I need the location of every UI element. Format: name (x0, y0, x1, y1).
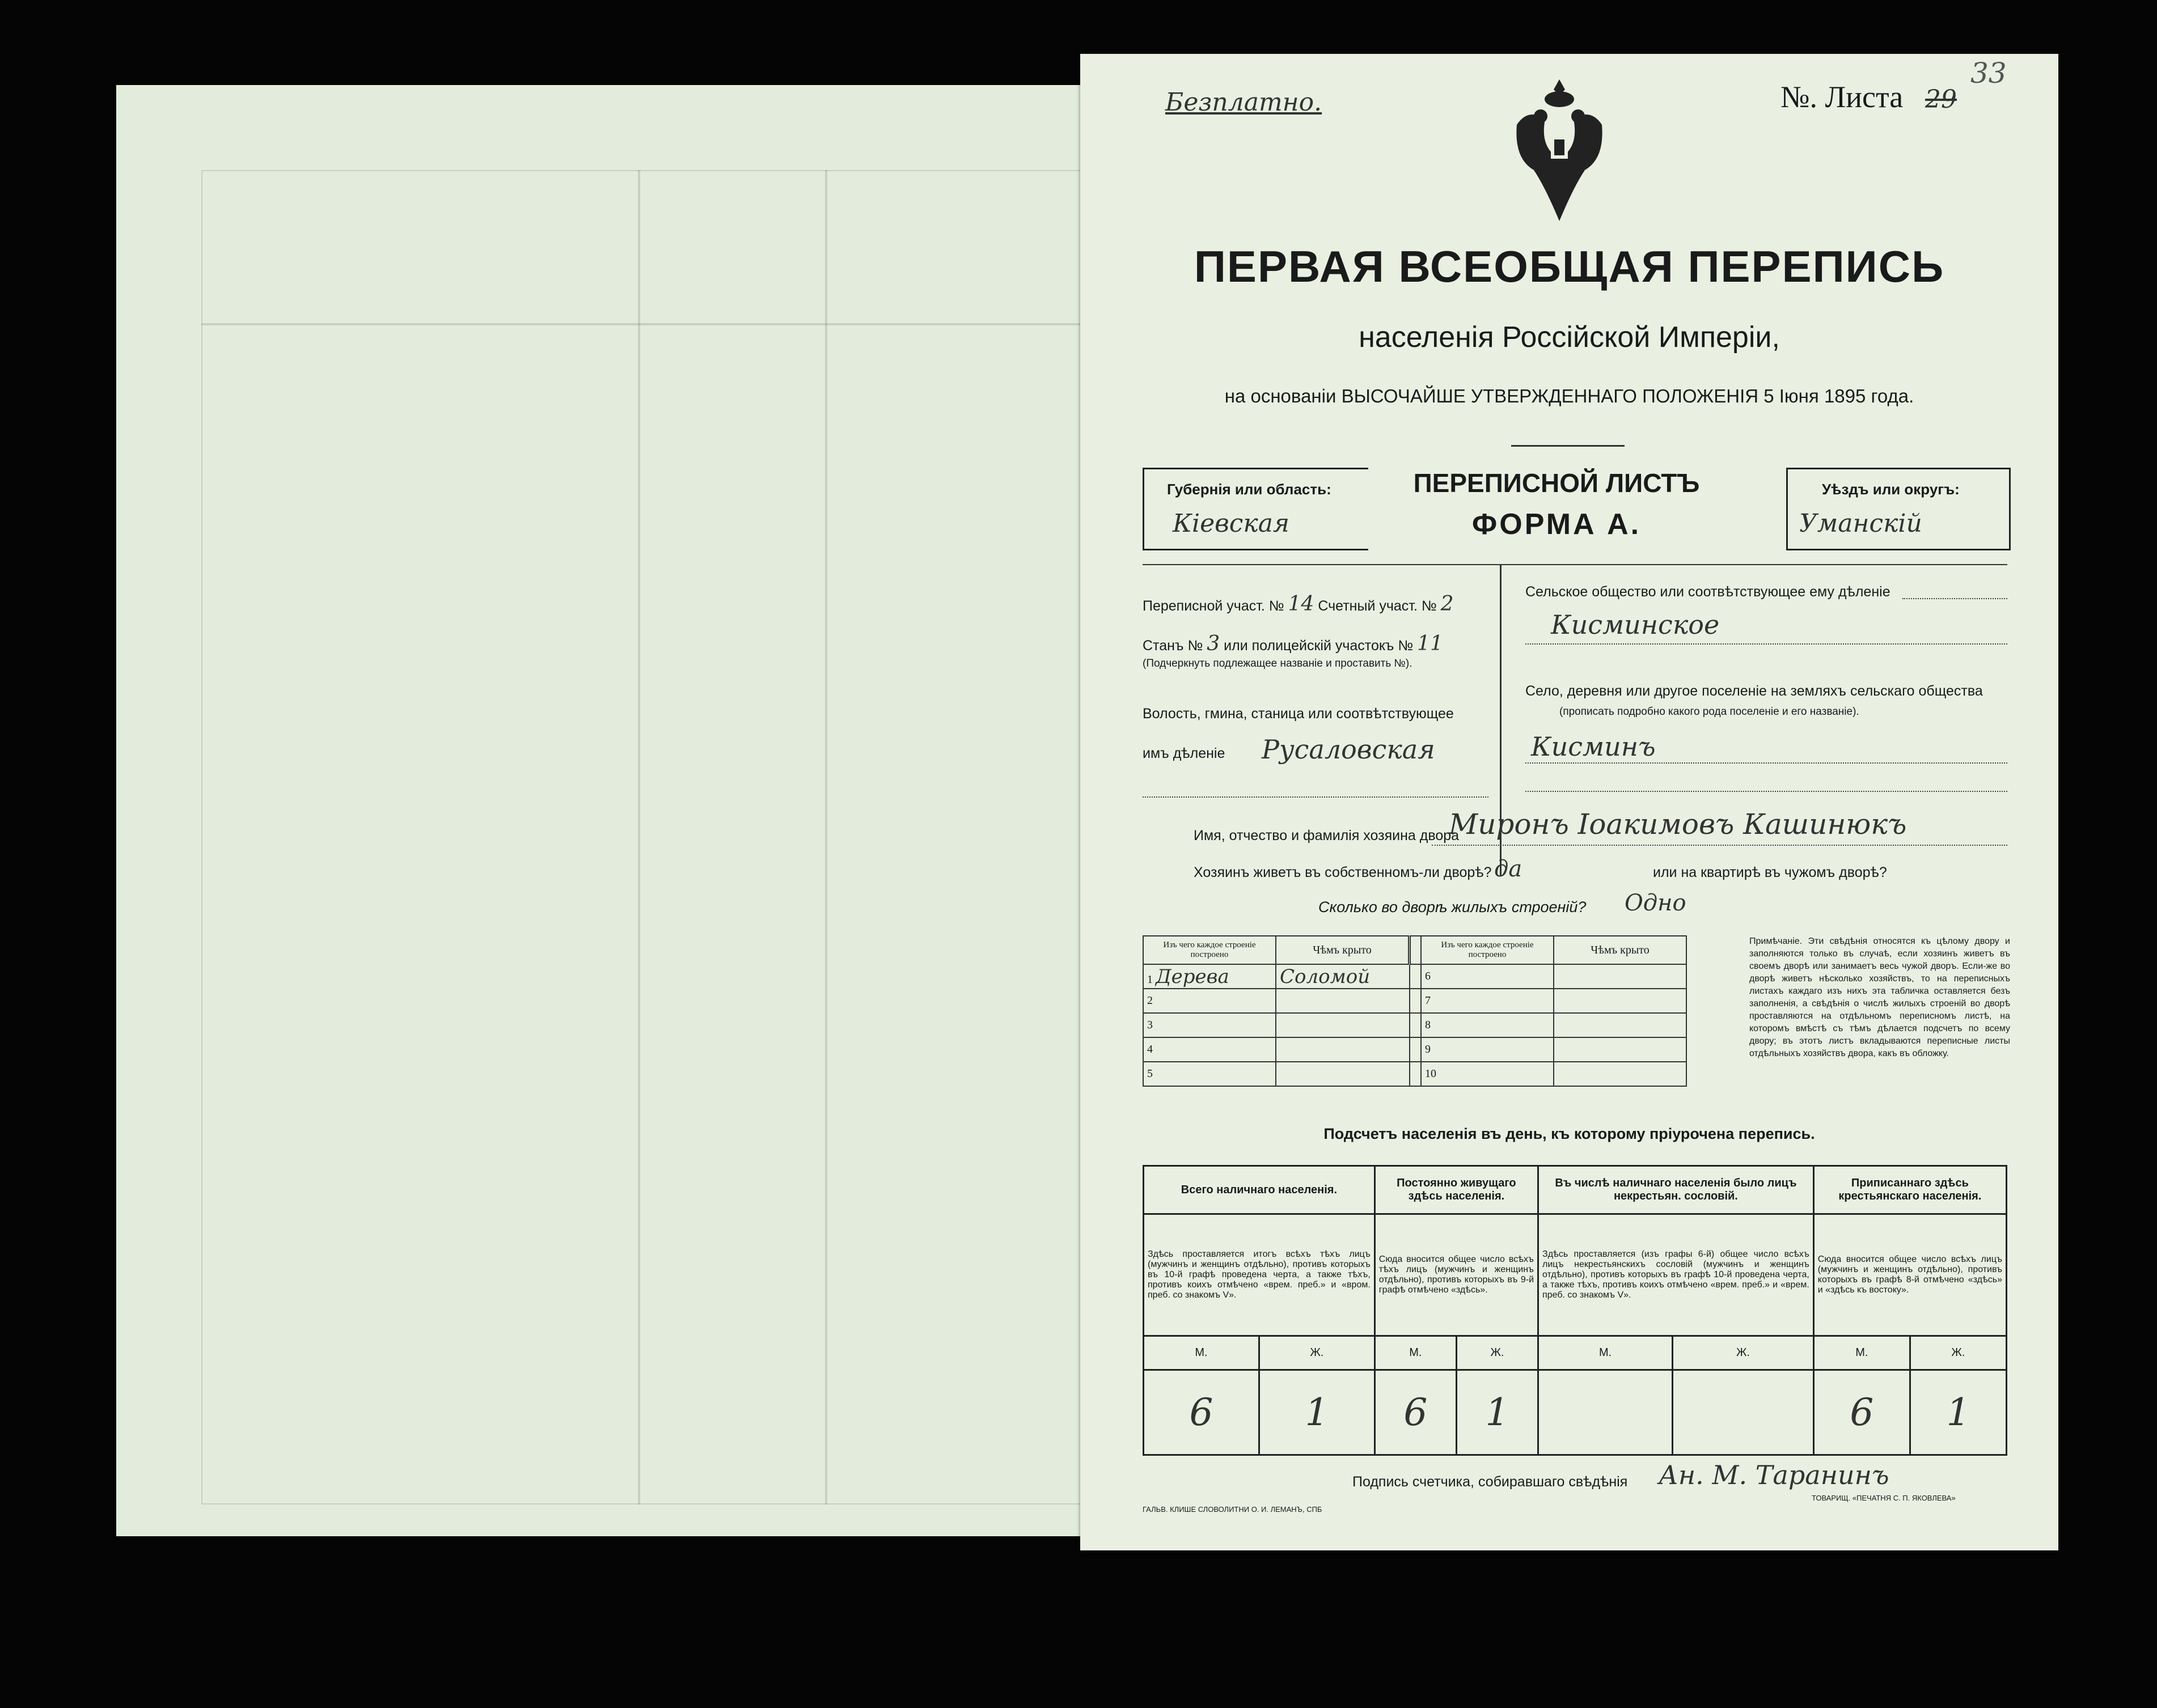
village-note: (прописать подробно какого рода поселеніе и его названіе). (1559, 706, 1859, 718)
ornament-divider (1511, 445, 1625, 447)
total-present-f: 1 (1259, 1370, 1374, 1455)
village-label: Село, деревня или другое поселеніе на земляхъ сельскаго общества (1525, 683, 1983, 699)
totals-title: Подсчетъ населенія въ день, къ которому пріурочена перепись. (1323, 1125, 1815, 1142)
row-1-roof: Соломой (1276, 964, 1410, 989)
village-value: Кисминъ (1531, 731, 1656, 762)
census-section-field: Переписной участ. № 14 Счетный участ. № 2 (1143, 592, 1454, 616)
table-row: 5 10 (1143, 1062, 1686, 1086)
stan-field: Станъ № 3 или полицейскій участокъ № 11 (1143, 632, 1443, 655)
own-yard-label: Хозяинъ живетъ въ собственномъ-ли дворѣ? (1194, 864, 1492, 880)
total-present-m: 6 (1144, 1370, 1259, 1455)
section-divider (1143, 564, 2007, 565)
col-material-header-2: Изъ чего каждое строеніе построено (1421, 936, 1554, 964)
f-label: Ж. (1910, 1336, 2006, 1370)
district-box (1786, 468, 2011, 550)
printer-left: ГАЛЬВ. КЛИШЕ СЛОВОЛИТНИ О. И. ЛЕМАНЪ, СПБ (1143, 1505, 1322, 1514)
permanent-f: 1 (1456, 1370, 1538, 1455)
signature-label: Подпись счетчика, собиравшаго свѣдѣнія (1352, 1474, 1628, 1490)
show-through-rule (825, 170, 827, 1504)
f-label: Ж. (1259, 1336, 1374, 1370)
legal-basis: на основаніи ВЫСОЧАЙШЕ УТВЕРЖДЕННАГО ПОЛОЖЕНІЯ 5 Іюня 1895 года. (1224, 385, 1914, 406)
peasant-registered-f: 1 (1910, 1370, 2006, 1455)
table-row: 4 9 (1143, 1037, 1686, 1062)
census-form-page (1080, 54, 2058, 1550)
village-line (1525, 762, 2007, 764)
volost-line (1143, 796, 1488, 798)
show-through-grid (201, 170, 1082, 1504)
row-1-material: Дерева (1156, 965, 1229, 988)
society-value: Кисминское (1551, 609, 1720, 640)
apartment-label: или на квартирѣ въ чужомъ дворѣ? (1653, 864, 1887, 880)
table-row: 1 Дерева Соломой 6 (1143, 964, 1686, 989)
show-through-rule (638, 170, 640, 1504)
owner-line (1432, 845, 2007, 846)
own-yard-value: да (1494, 856, 1522, 882)
table-row: 2 7 (1143, 989, 1686, 1013)
m-label: М. (1374, 1336, 1456, 1370)
buildings-value: Одно (1625, 890, 1686, 916)
underline-note: (Подчеркнуть подлежащее названіе и проставить №). (1143, 658, 1412, 669)
f-label: Ж. (1456, 1336, 1538, 1370)
district-label: Уѣздъ или округъ: (1822, 481, 1960, 498)
free-label: Безплатно. (1165, 88, 1322, 117)
m-label: М. (1144, 1336, 1259, 1370)
col-material-header: Изъ чего каждое строеніе построено (1143, 936, 1276, 964)
census-section-value: 14 (1288, 592, 1314, 616)
volost-label-2: имъ дѣленіе (1143, 745, 1225, 761)
police-value: 11 (1417, 632, 1443, 655)
count-section-value: 2 (1440, 592, 1454, 616)
form-letter: ФОРМА А. (1471, 508, 1642, 541)
province-value: Кіевская (1173, 509, 1290, 538)
totals-col-3-desc: Здѣсь проставляется (изъ графы 6-й) общее число всѣхъ лицъ некрестьянскихъ сословій (мужчинъ и женщинъ отдѣльно), противъ которыхъ въ графѣ 10-й проведена черта, а также тѣхъ, противъ коихъ отмѣчено «врем. преб.» и «врем. преб. со знакомъ V». (1538, 1214, 1814, 1336)
totals-col-4-head: Приписаннаго здѣсь крестьянскаго населенія. (1813, 1166, 2006, 1214)
village-line-2 (1525, 791, 2007, 792)
buildings-note: Примѣчаніе. Эти свѣдѣнія относятся къ цѣлому двору и заполняются только въ случаѣ, если хозяинъ живетъ въ своемъ дворѣ или занимаетъ весь чужой дворъ. Если-же во дворѣ живетъ нѣсколько хозяйствъ, то на переписныхъ листахъ каждаго изъ нихъ эта табличка оставляется безъ заполненія, а свѣдѣнія о числѣ жилыхъ строеній во дворѣ проставляются на отдѣльномъ переписномъ листѣ, на которомъ вмѣстѣ съ тѣмъ дѣлается подсчетъ по всему двору; въ этотъ листъ вкладываются переписные листы отдѣльныхъ хозяйствъ двора, какъ въ обложку. (1749, 936, 2010, 1058)
table-row: 3 8 (1143, 1013, 1686, 1037)
district-value: Уманскій (1799, 509, 1922, 538)
imperial-eagle-icon (1505, 74, 1613, 232)
buildings-label: Сколько во дворѣ жилыхъ строеній? (1318, 898, 1587, 916)
totals-col-1-head: Всего наличнаго населенія. (1144, 1166, 1375, 1214)
signature-value: Ан. М. Таранинъ (1659, 1460, 1889, 1490)
printer-right: ТОВАРИЩ. «ПЕЧАТНЯ С. П. ЯКОВЛЕВА» (1812, 1494, 1956, 1502)
totals-col-2-desc: Сюда вносится общее число всѣхъ тѣхъ лицъ (мужчинъ и женщинъ отдѣльно), противъ которыхъ въ 9-й графѣ отмѣчено «здѣсь». (1374, 1214, 1538, 1336)
sheet-number-struck: 29 (1925, 85, 1957, 114)
volost-value: Русаловская (1262, 734, 1435, 765)
society-label: Сельское общество или соотвѣтствующее ему дѣленіе (1525, 584, 1890, 600)
totals-col-4-desc: Сюда вносится общее число всѣхъ лицъ (мужчинъ и женщинъ отдѣльно), противъ которыхъ въ графѣ 8-й отмѣчено «здѣсь» и «здѣсь къ востоку». (1813, 1214, 2006, 1336)
form-title: ПЕРЕПИСНОЙ ЛИСТЪ (1413, 468, 1700, 498)
sheet-number-label: №. Листа (1780, 80, 1904, 114)
non-peasant-f (1673, 1370, 1814, 1455)
totals-col-2-head: Постоянно живущаго здѣсь населенія. (1374, 1166, 1538, 1214)
left-page (116, 85, 1086, 1536)
province-label: Губернія или область: (1167, 481, 1331, 498)
totals-table (1143, 1165, 2007, 1456)
society-line-2 (1525, 643, 2007, 645)
province-box (1143, 468, 1368, 550)
buildings-table (1143, 935, 1687, 1087)
society-line (1902, 598, 2007, 599)
sheet-number-pencil: 33 (1970, 57, 2007, 90)
col-roof-header: Чѣмъ крыто (1276, 936, 1410, 964)
permanent-m: 6 (1374, 1370, 1456, 1455)
stan-value: 3 (1207, 632, 1220, 655)
m-label: М. (1813, 1336, 1910, 1370)
owner-value: Миронъ Іоакимовъ Кашинюкъ (1449, 808, 1907, 841)
show-through-rule (201, 323, 1082, 325)
m-label: М. (1538, 1336, 1673, 1370)
totals-col-1-desc: Здѣсь проставляется итогъ всѣхъ тѣхъ лицъ (мужчинъ и женщинъ отдѣльно), противъ которыхъ въ 10-й графѣ проведена черта, а также тѣхъ, противъ коихъ отмѣчено «врем. преб.» и «вром. преб. со знакомъ V». (1144, 1214, 1375, 1336)
totals-col-3-head: Въ числѣ наличнаго населенія было лицъ некрестьян. сословій. (1538, 1166, 1814, 1214)
f-label: Ж. (1673, 1336, 1814, 1370)
page-subtitle: населенія Россійской Имперіи, (1359, 321, 1780, 354)
peasant-registered-m: 6 (1813, 1370, 1910, 1455)
owner-label: Имя, отчество и фамилія хозяина двора (1194, 828, 1460, 844)
col-roof-header-2: Чѣмъ крыто (1554, 936, 1686, 964)
non-peasant-m (1538, 1370, 1673, 1455)
page-title: ПЕРВАЯ ВСЕОБЩАЯ ПЕРЕПИСЬ (1194, 241, 1945, 291)
volost-label: Волость, гмина, станица или соотвѣтствующее (1143, 706, 1454, 722)
